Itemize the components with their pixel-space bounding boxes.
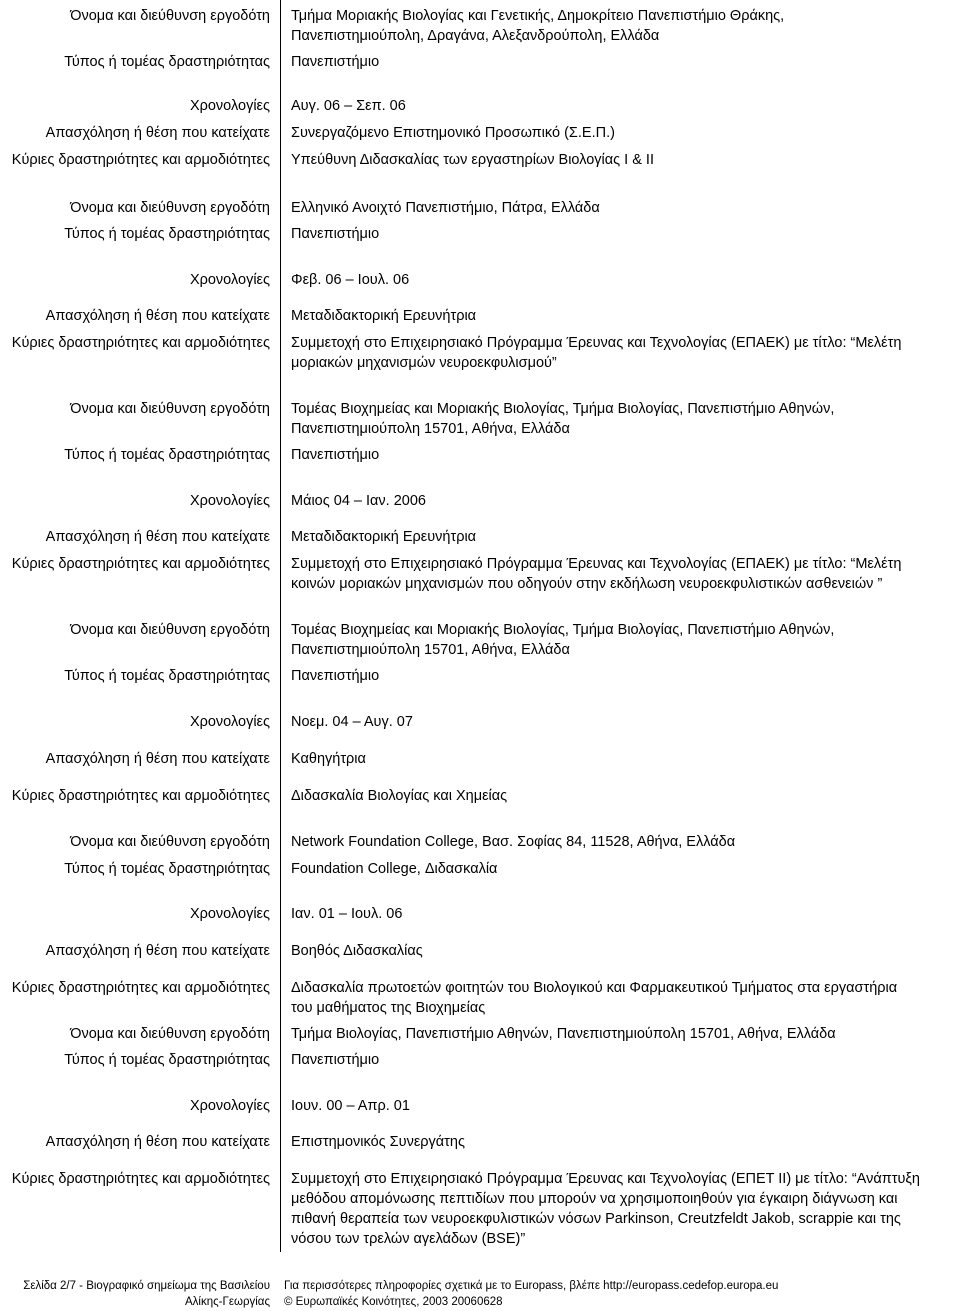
value-activities: Συμμετοχή στο Επιχειρησιακό Πρόγραμμα Έρευνας και Τεχνολογίας (ΕΠΑΕΚ) με τίτλο: “Μελέτη κοινών μοριακών μηχανισμών που οδηγούν στην εκδήλωση νευροεκφυλιστικών ασθενειών ” <box>291 556 902 592</box>
value-employer: Τμήμα Βιολογίας, Πανεπιστήμιο Αθηνών, Πανεπιστημιούπολη 15701, Αθήνα, Ελλάδα <box>291 1026 836 1042</box>
label-position: Απασχόληση ή θέση που κατείχατε <box>45 125 270 141</box>
label-employer: Όνομα και διεύθυνση εργοδότη <box>70 200 270 216</box>
value-dates: Νοεμ. 04 – Αυγ. 07 <box>291 714 413 730</box>
label-dates: Χρονολογίες <box>189 272 270 288</box>
footer-europass-link[interactable]: Για περισσότερες πληροφορίες σχετικά με το Europass, βλέπε http://europass.cedefop.europa.eu <box>284 1280 779 1292</box>
label-employer: Όνομα και διεύθυνση εργοδότη <box>70 8 270 24</box>
value-activities: Υπεύθυνη Διδασκαλίας των εργαστηρίων Βιολογίας Ι & ΙΙ <box>291 152 654 168</box>
value-sector: Πανεπιστήμιο <box>291 1052 380 1068</box>
value-employer: Τομέας Βιοχημείας και Μοριακής Βιολογίας, Τμήμα Βιολογίας, Πανεπιστήμιο Αθηνών, Πανεπιστημιούπολη 15701, Αθήνα, Ελλάδα <box>291 401 835 437</box>
value-sector: Πανεπιστήμιο <box>291 226 380 242</box>
footer-europass-info <box>284 1278 924 1310</box>
value-dates: Μάιος 04 – Ιαν. 2006 <box>291 493 426 509</box>
label-sector: Τύπος ή τομέας δραστηριότητας <box>64 1052 270 1068</box>
column-divider <box>280 0 281 1252</box>
value-activities: Συμμετοχή στο Επιχειρησιακό Πρόγραμμα Έρευνας και Τεχνολογίας (ΕΠΕΤ ΙΙ) με τίτλο: “Ανάπτυξη μεθόδου απομόνωσης πεπτιδίων που μπορούν να χρησιμοποιηθούν για έγκαιρη διάγνωση και πιθανή θεραπεία των νευροεκφυλιστικών νόσων Parkinson, Creutzfeldt Jakob, scrappie και της νόσου των τρελών αγελάδων (BSE)” <box>291 1171 920 1247</box>
footer-page-info: Σελίδα 2/7 - Βιογραφικό σημείωμα της Βασιλείου Αλίκης-Γεωργίας <box>23 1280 270 1308</box>
value-position: Μεταδιδακτορική Ερευνήτρια <box>291 529 477 545</box>
label-position: Απασχόληση ή θέση που κατείχατε <box>45 308 270 324</box>
label-dates: Χρονολογίες <box>189 906 270 922</box>
value-sector: Foundation College, Διδασκαλία <box>291 861 498 877</box>
value-dates: Αυγ. 06 – Σεπ. 06 <box>291 98 406 114</box>
value-position: Βοηθός Διδασκαλίας <box>291 943 423 959</box>
value-employer: Ελληνικό Ανοιχτό Πανεπιστήμιο, Πάτρα, Ελλάδα <box>291 200 600 216</box>
value-dates: Ιουν. 00 – Απρ. 01 <box>291 1098 410 1114</box>
value-position: Συνεργαζόμενο Επιστημονικό Προσωπικό (Σ.Ε.Π.) <box>291 125 615 141</box>
label-activities: Κύριες δραστηριότητες και αρμοδιότητες <box>11 335 270 351</box>
label-activities: Κύριες δραστηριότητες και αρμοδιότητες <box>11 152 270 168</box>
value-activities: Διδασκαλία Βιολογίας και Χημείας <box>291 788 508 804</box>
value-dates: Φεβ. 06 – Ιουλ. 06 <box>291 272 410 288</box>
label-sector: Τύπος ή τομέας δραστηριότητας <box>64 861 270 877</box>
label-employer: Όνομα και διεύθυνση εργοδότη <box>70 834 270 850</box>
label-dates: Χρονολογίες <box>189 714 270 730</box>
label-activities: Κύριες δραστηριότητες και αρμοδιότητες <box>11 788 270 804</box>
label-dates: Χρονολογίες <box>189 1098 270 1114</box>
label-position: Απασχόληση ή θέση που κατείχατε <box>45 1134 270 1150</box>
label-position: Απασχόληση ή θέση που κατείχατε <box>45 943 270 959</box>
value-dates: Ιαν. 01 – Ιουλ. 06 <box>291 906 403 922</box>
label-activities: Κύριες δραστηριότητες και αρμοδιότητες <box>11 1171 270 1187</box>
value-sector: Πανεπιστήμιο <box>291 447 380 463</box>
footer-copyright: © Ευρωπαϊκές Κοινότητες, 2003 20060628 <box>284 1296 503 1308</box>
value-activities: Διδασκαλία πρωτοετών φοιτητών του Βιολογικού και Φαρμακευτικού Τμήματος στα εργαστήρια του μαθήματος της Βιοχημείας <box>291 980 898 1016</box>
value-employer: Τμήμα Μοριακής Βιολογίας και Γενετικής, Δημοκρίτειο Πανεπιστήμιο Θράκης, Πανεπιστημιούπολη, Δραγάνα, Αλεξανδρούπολη, Ελλάδα <box>291 8 785 44</box>
value-position: Καθηγήτρια <box>291 751 366 767</box>
label-sector: Τύπος ή τομέας δραστηριότητας <box>64 226 270 242</box>
value-position: Επιστημονικός Συνεργάτης <box>291 1134 465 1150</box>
label-position: Απασχόληση ή θέση που κατείχατε <box>45 529 270 545</box>
label-employer: Όνομα και διεύθυνση εργοδότη <box>70 401 270 417</box>
label-position: Απασχόληση ή θέση που κατείχατε <box>45 751 270 767</box>
value-activities: Συμμετοχή στο Επιχειρησιακό Πρόγραμμα Έρευνας και Τεχνολογίας (ΕΠΑΕΚ) με τίτλο: “Μελέτη μοριακών μηχανισμών νευροεκφυλισμού” <box>291 335 902 371</box>
value-employer: Network Foundation College, Βασ. Σοφίας 84, 11528, Αθήνα, Ελλάδα <box>291 834 736 850</box>
label-activities: Κύριες δραστηριότητες και αρμοδιότητες <box>11 980 270 996</box>
label-employer: Όνομα και διεύθυνση εργοδότη <box>70 622 270 638</box>
value-employer: Τομέας Βιοχημείας και Μοριακής Βιολογίας, Τμήμα Βιολογίας, Πανεπιστήμιο Αθηνών, Πανεπιστημιούπολη 15701, Αθήνα, Ελλάδα <box>291 622 835 658</box>
label-dates: Χρονολογίες <box>189 493 270 509</box>
value-sector: Πανεπιστήμιο <box>291 668 380 684</box>
label-activities: Κύριες δραστηριότητες και αρμοδιότητες <box>11 556 270 572</box>
label-employer: Όνομα και διεύθυνση εργοδότη <box>70 1026 270 1042</box>
label-dates: Χρονολογίες <box>189 98 270 114</box>
value-position: Μεταδιδακτορική Ερευνήτρια <box>291 308 477 324</box>
label-sector: Τύπος ή τομέας δραστηριότητας <box>64 54 270 70</box>
value-sector: Πανεπιστήμιο <box>291 54 380 70</box>
label-sector: Τύπος ή τομέας δραστηριότητας <box>64 668 270 684</box>
label-sector: Τύπος ή τομέας δραστηριότητας <box>64 447 270 463</box>
